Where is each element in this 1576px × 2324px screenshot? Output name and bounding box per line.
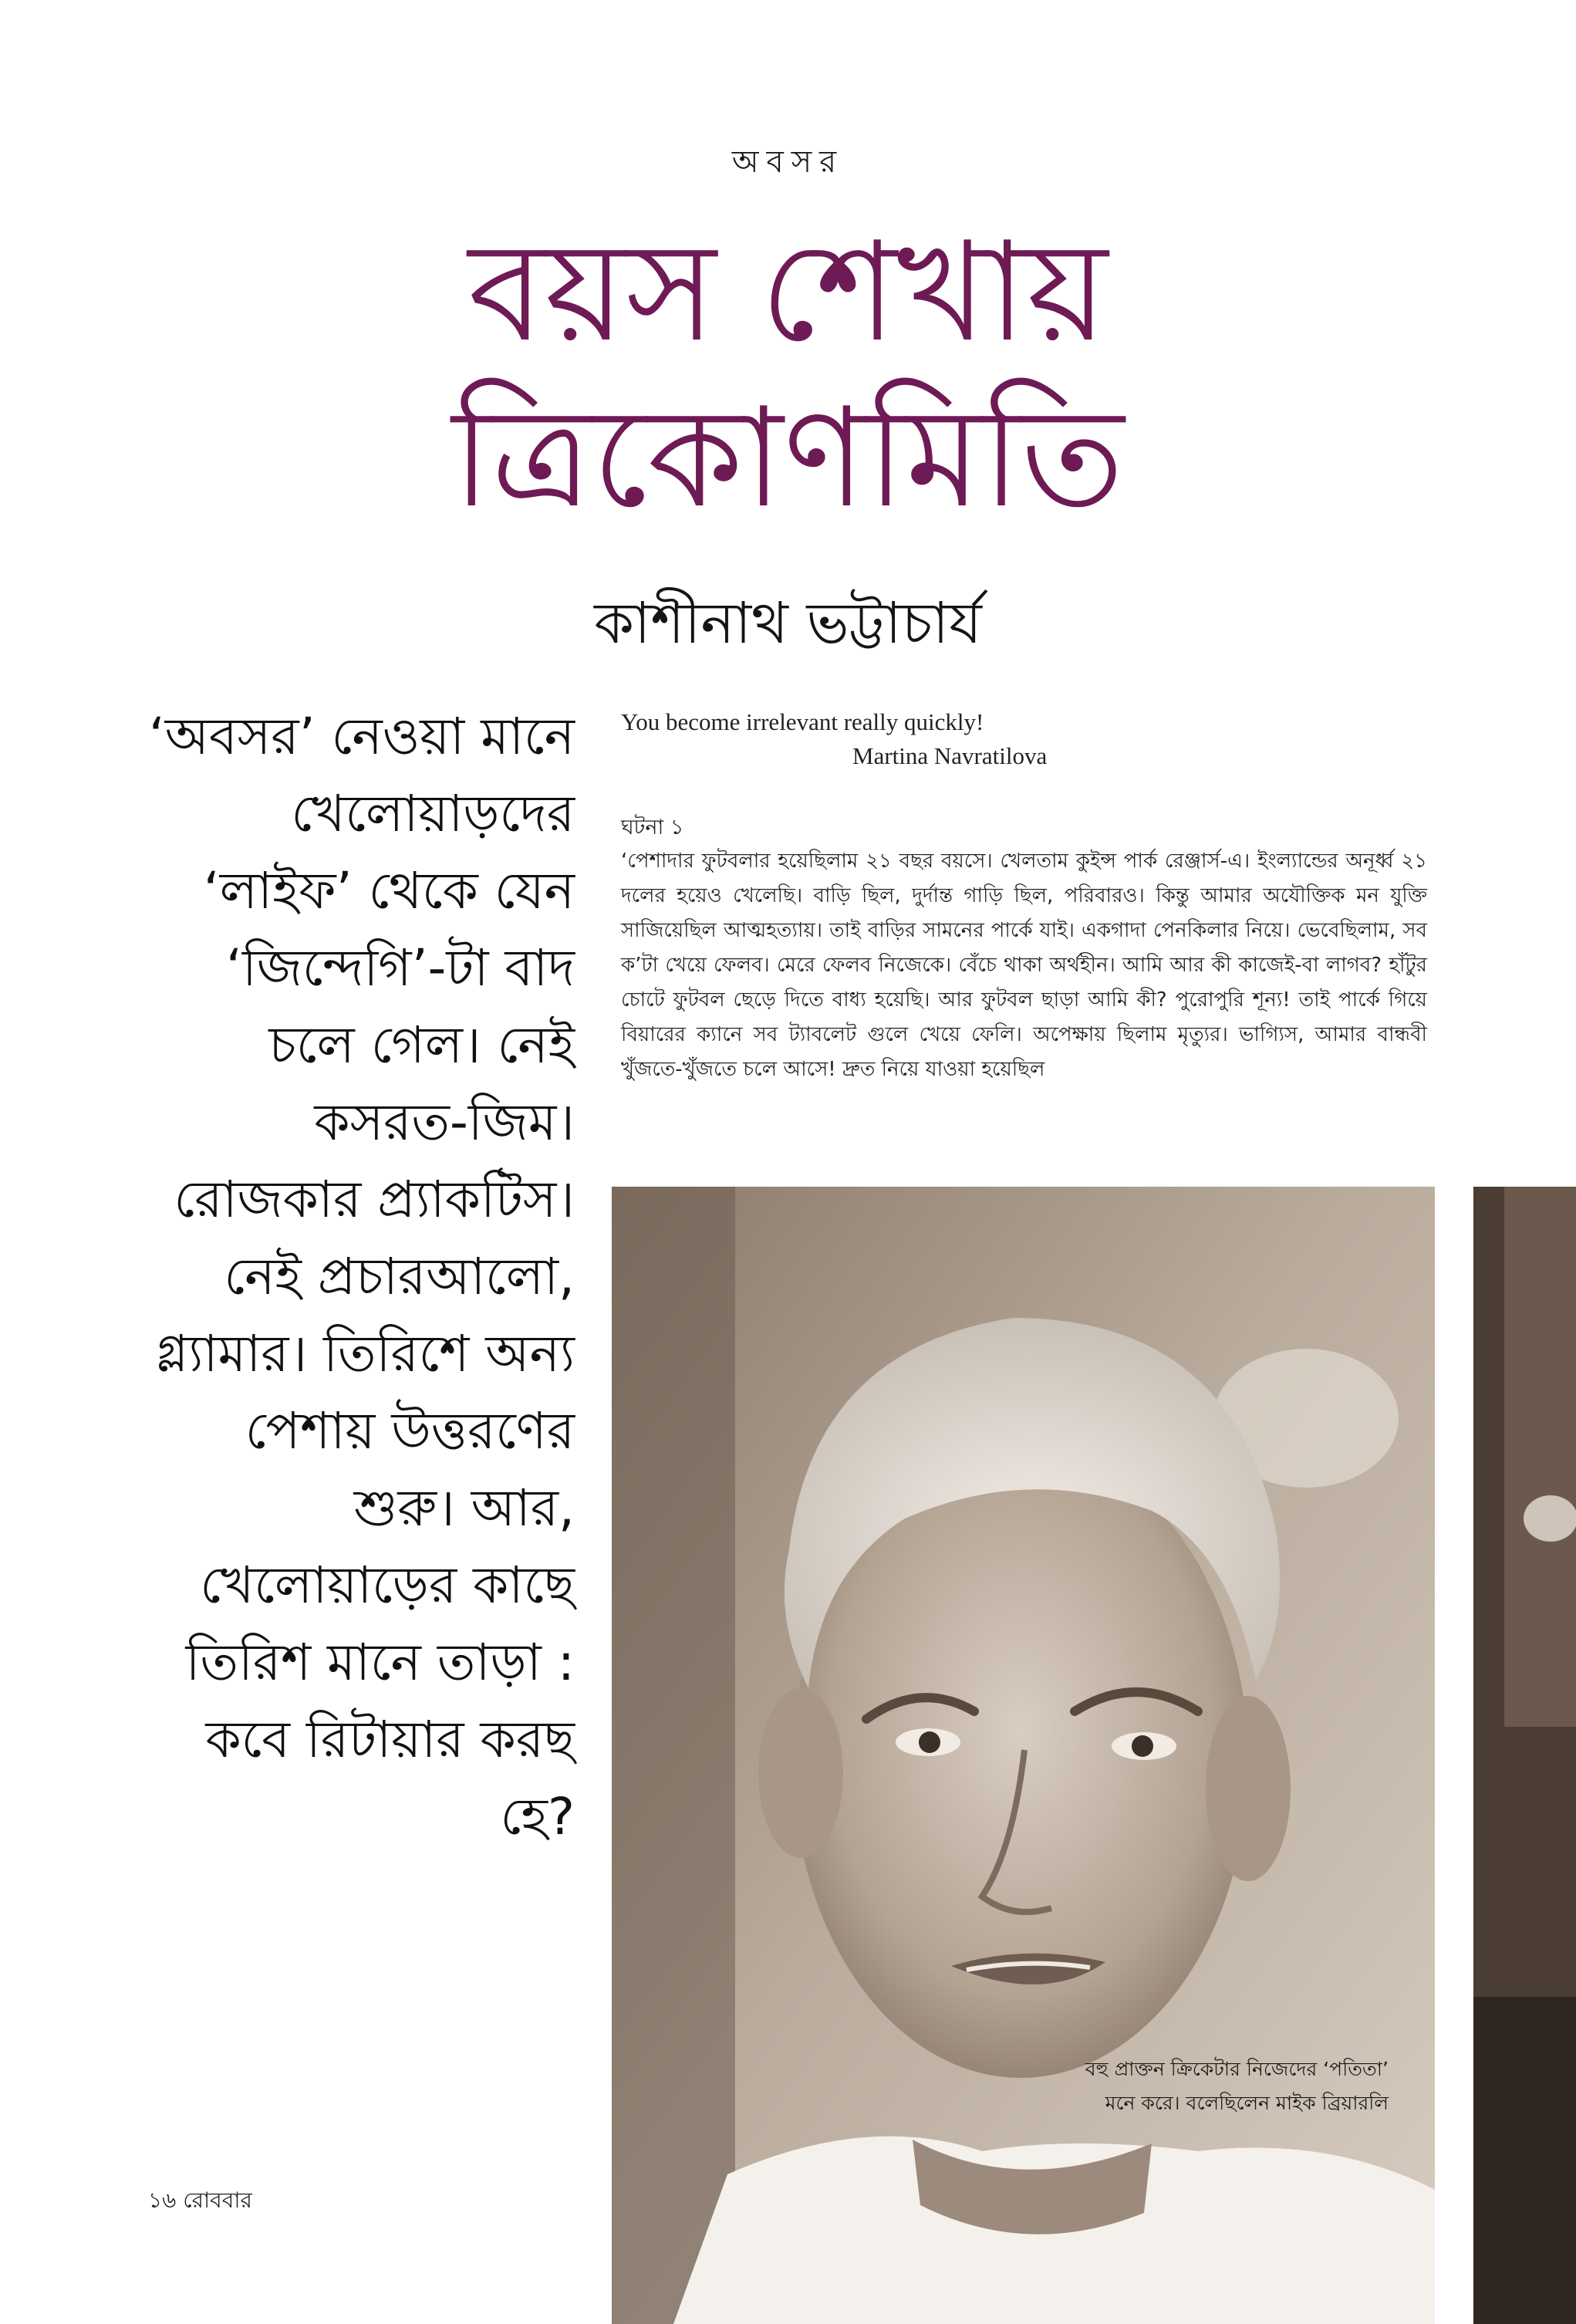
article-title-line-2: ত্রিকোণমিতি <box>451 378 1125 538</box>
incident-label: ঘটনা ১ <box>621 816 684 839</box>
epigraph-attribution: Martina Navratilova <box>852 742 1048 769</box>
photo-caption-line-1: বহু প্রাক্তন ক্রিকেটার নিজেদের ‘পতিতা’ <box>1085 2058 1389 2080</box>
section-label: অবসর <box>731 144 845 180</box>
portrait-photo-image <box>612 1187 1435 2324</box>
photo-caption-line-2: মনে করে। বলেছিলেন মাইক ব্রিয়ারলি <box>1105 2092 1389 2114</box>
epigraph-quote: You become irrelevant really quickly! <box>621 708 984 735</box>
side-photo-image <box>1473 1187 1576 2324</box>
page-folio: ১৬ রোববার <box>148 2187 252 2213</box>
body-text: ‘পেশাদার ফুটবলার হয়েছিলাম ২১ বছর বয়সে। খেলতাম কুইন্স পার্ক রেঞ্জার্স-এ। ইংল্যান্ডের অনূর্ধ্ব ২১ দলের হয়েও খেলেছি। বাড়ি ছিল, দুর্দান্ত গাড়ি ছিল, পরিবারও। কিন্তু আমার অযৌক্তিক মন যুক্তি সাজিয়েছিল আত্মহত্যায়। তাই বাড়ির সামনের পার্কে যাই। একগাদা পেনকিলার নিয়ে। ভেবেছিলাম, সব ক’টা খেয়ে ফেলব। মেরে ফেলব নিজেকে। বেঁচে থাকা অর্থহীন। আমি আর কী কাজেই-বা লাগব? হাঁটুর চোটে ফুটবল ছেড়ে দিতে বাধ্য হয়েছি। আর ফুটবল ছাড়া আমি কী? পুরোপুরি শূন্য! তাই পার্কে গিয়ে বিয়ারের ক্যানে সব ট্যাবলেট গুলে খেয়ে ফেলি। অপেক্ষায় ছিলাম মৃত্যুর। ভাগ্যিস, আমার বান্ধবী খুঁজতে-খুঁজতে চলে আসে! দ্রুত নিয়ে যাওয়া হয়েছিল <box>621 850 1427 1081</box>
photo-caption <box>926 2052 1389 2120</box>
pull-quote: ‘অবসর’ নেওয়া মানে খেলোয়াড়দের ‘লাইফ’ থেকে যেন ‘জিন্দেগি’-টা বাদ চলে গেল। নেই কসরত-জিম। রোজকার প্র্যাকটিস। নেই প্রচারআলো, গ্ল্যামার। তিরিশে অন্য পেশায় উত্তরণের শুরু। আর, খেলোয়াড়ের কাছে তিরিশ মানে তাড়া : কবে রিটায়ার করছ হে? <box>148 707 575 1846</box>
portrait-photo <box>612 1187 1435 2324</box>
article-title-line-1: বয়স শেখায় <box>468 212 1108 372</box>
side-photo <box>1473 1187 1576 2324</box>
author-name: কাশীনাথ ভট্টাচার্য <box>594 590 982 657</box>
